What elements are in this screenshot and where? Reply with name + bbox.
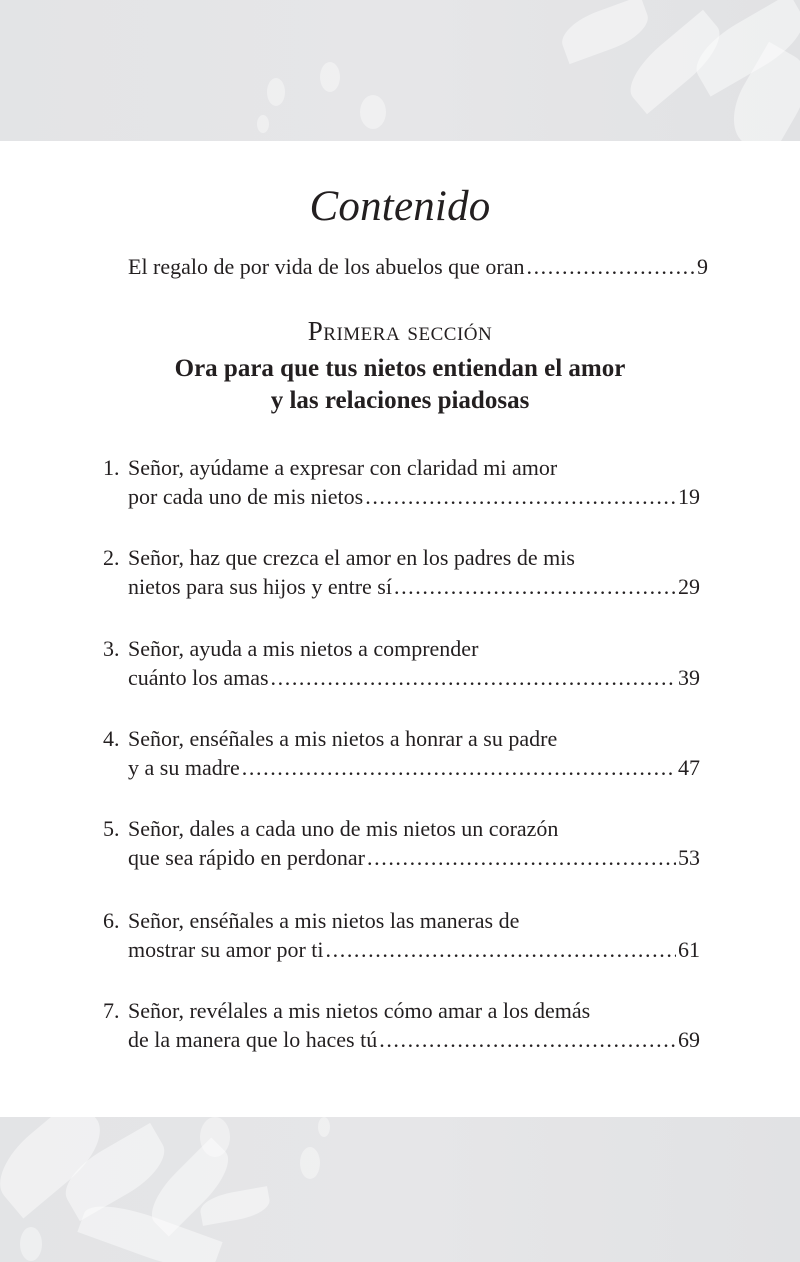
toc-entry-intro[interactable] <box>128 254 708 280</box>
toc-page-number: 39 <box>678 665 700 690</box>
entry-line1: Señor, dales a cada uno de mis nietos un corazón <box>128 816 559 841</box>
leader-dots <box>379 1027 676 1053</box>
leader-dots <box>367 845 676 871</box>
entry-number: 2. <box>103 545 120 570</box>
dot-icon <box>300 1147 320 1179</box>
entry-line2 <box>128 755 700 781</box>
leader-dots <box>326 937 676 963</box>
toc-page-number: 69 <box>678 1027 700 1052</box>
leaf-icon <box>556 0 654 64</box>
dot-icon <box>320 62 340 92</box>
entry-line2-text: y a su madre <box>128 755 240 780</box>
entry-line1: Señor, ayuda a mis nietos a comprender <box>128 636 479 661</box>
section-subtitle-line1: Ora para que tus nietos entiendan el amor <box>174 355 626 382</box>
entry-line2-text: cuánto los amas <box>128 665 269 690</box>
dot-icon <box>318 1117 330 1137</box>
toc-page-number: 61 <box>678 937 700 962</box>
entry-line1: Señor, enséñales a mis nietos las maneras de <box>128 908 520 933</box>
leader-dots <box>526 254 695 280</box>
toc-entry-text: El regalo de por vida de los abuelos que oran <box>128 254 525 279</box>
entry-line2-text: que sea rápido en perdonar <box>128 845 366 870</box>
leader-dots <box>394 574 676 600</box>
entry-line1: Señor, ayúdame a expresar con claridad mi amor <box>128 455 558 480</box>
section-subtitle-line2: y las relaciones piadosas <box>270 387 530 414</box>
entry-line2 <box>128 1027 700 1053</box>
entry-number: 5. <box>103 816 120 841</box>
section-kicker: Primera sección <box>307 316 493 346</box>
entry-line2-text: por cada uno de mis nietos <box>128 484 364 509</box>
entry-line1: Señor, haz que crezca el amor en los padres de mis <box>128 545 575 570</box>
entry-number: 6. <box>103 908 120 933</box>
toc-page-number: 47 <box>678 755 700 780</box>
entry-number: 3. <box>103 636 120 661</box>
dot-icon <box>200 1117 230 1157</box>
toc-page-number: 53 <box>678 845 700 870</box>
toc-page-number: 19 <box>678 484 700 509</box>
dot-icon <box>360 95 386 129</box>
entry-number: 7. <box>103 998 120 1023</box>
entry-line2 <box>128 937 700 963</box>
leader-dots <box>365 484 676 510</box>
page-title: Contenido <box>309 183 491 230</box>
top-decorative-band <box>0 0 800 141</box>
entry-line2 <box>128 665 700 691</box>
entry-number: 1. <box>103 455 120 480</box>
entry-line2 <box>128 484 700 510</box>
dot-icon <box>267 78 285 106</box>
entry-line2 <box>128 845 700 871</box>
entry-line2-text: mostrar su amor por ti <box>128 937 324 962</box>
leader-dots <box>271 665 676 691</box>
leader-dots <box>242 755 676 781</box>
entry-line2 <box>128 574 700 600</box>
entry-line1: Señor, enséñales a mis nietos a honrar a su padre <box>128 726 558 751</box>
toc-page-number: 9 <box>697 254 708 279</box>
entry-line2-text: nietos para sus hijos y entre sí <box>128 574 392 599</box>
entry-number: 4. <box>103 726 120 751</box>
entry-line1: Señor, revélales a mis nietos cómo amar a los demás <box>128 998 591 1023</box>
dot-icon <box>20 1227 42 1261</box>
toc-page-number: 29 <box>678 574 700 599</box>
entry-line2-text: de la manera que lo haces tú <box>128 1027 378 1052</box>
dot-icon <box>257 115 269 133</box>
bottom-decorative-band <box>0 1117 800 1262</box>
